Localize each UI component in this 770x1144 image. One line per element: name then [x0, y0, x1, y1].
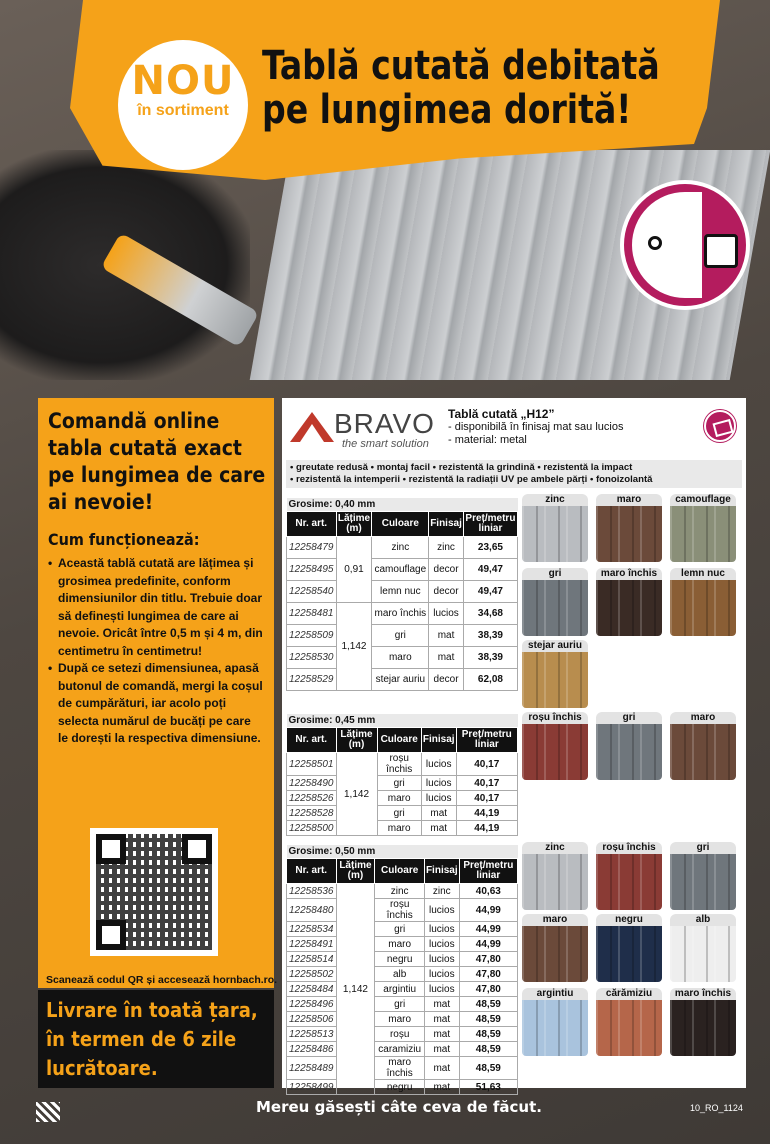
swatch-tile	[522, 854, 588, 910]
article-number-cell: 12258526	[287, 791, 337, 806]
price-cell: 34,68	[463, 603, 517, 625]
column-header: Nr. art.	[287, 728, 337, 753]
finish-cell: mat	[421, 806, 456, 821]
swatch-label: maro închis	[670, 988, 736, 1000]
swatch-label: maro închis	[596, 568, 662, 580]
table-row	[287, 647, 518, 669]
color-cell: caramiziu	[375, 1042, 425, 1057]
color-swatch	[522, 640, 588, 708]
color-swatch	[522, 914, 588, 982]
table-row	[287, 899, 518, 922]
color-cell: lemn nuc	[372, 581, 429, 603]
color-cell: gri	[375, 997, 425, 1012]
table-row	[287, 537, 518, 559]
table-row	[287, 997, 518, 1012]
logo-tag: the smart solution	[342, 438, 429, 450]
finish-cell: lucios	[421, 753, 456, 776]
new-badge-small: în sortiment	[137, 102, 229, 119]
cut-to-length-icon	[620, 180, 750, 310]
price-cell: 49,47	[463, 559, 517, 581]
price-cell: 40,63	[459, 884, 517, 899]
finish-cell: lucios	[424, 899, 459, 922]
product-info	[448, 408, 623, 447]
swatch-label: negru	[596, 914, 662, 926]
color-cell: maro	[372, 647, 429, 669]
color-swatch	[670, 568, 736, 636]
footer	[0, 1090, 770, 1144]
delivery-line: în termen de 6 zile	[46, 1027, 237, 1051]
finish-cell: mat	[424, 1012, 459, 1027]
swatch-tile	[670, 580, 736, 636]
finish-cell: lucios	[429, 603, 464, 625]
table-row	[287, 806, 518, 821]
swatch-label: gri	[522, 568, 588, 580]
article-number-cell: 12258499	[287, 1080, 337, 1095]
column-header: Lățime (m)	[336, 728, 377, 753]
product-line: - disponibilă în finisaj mat sau lucios	[448, 421, 624, 433]
swatch-tile	[670, 506, 736, 562]
color-cell: stejar auriu	[372, 669, 429, 691]
color-swatch	[522, 494, 588, 562]
table-row	[287, 776, 518, 791]
color-swatch	[596, 842, 662, 910]
headline-line-2: pe lungimea dorită!	[262, 87, 632, 133]
finish-cell: mat	[424, 1042, 459, 1057]
table-row	[287, 982, 518, 997]
swatch-tile	[596, 926, 662, 982]
swatch-label: roșu închis	[522, 712, 588, 724]
product-line: - material: metal	[448, 434, 527, 446]
steps-list	[48, 555, 264, 748]
swatch-label: cărămiziu	[596, 988, 662, 1000]
product-panel	[282, 398, 746, 1093]
swatch-tile	[596, 1000, 662, 1056]
finish-cell: lucios	[421, 791, 456, 806]
color-cell: alb	[375, 967, 425, 982]
finish-cell: mat	[421, 821, 456, 836]
color-swatch	[596, 568, 662, 636]
color-swatch	[670, 988, 736, 1056]
color-swatch	[522, 568, 588, 636]
finish-cell: mat	[424, 1027, 459, 1042]
swatch-tile	[596, 854, 662, 910]
step-item: • După ce setezi dimensiunea, apasă butonul de comandă, mergi la coșul de cumpărături, iar acolo poți selecta numărul de bucăți pe care le dorești la respectiva dimensiune.	[48, 660, 264, 748]
price-cell: 23,65	[463, 537, 517, 559]
swatch-tile	[596, 506, 662, 562]
price-cell: 44,19	[456, 806, 517, 821]
table-row	[287, 625, 518, 647]
column-header: Lățime (m)	[336, 859, 375, 884]
table-row	[287, 967, 518, 982]
swatch-label: gri	[670, 842, 736, 854]
swatch-label: stejar auriu	[522, 640, 588, 652]
headline-line-1: Tablă cutată debitată	[262, 43, 660, 89]
table-row	[287, 559, 518, 581]
swatch-label: camouflage	[670, 494, 736, 506]
article-number-cell: 12258490	[287, 776, 337, 791]
price-cell: 47,80	[459, 967, 517, 982]
color-swatch	[670, 914, 736, 982]
article-number-cell: 12258491	[287, 937, 337, 952]
article-number-cell: 12258528	[287, 806, 337, 821]
swatch-label: gri	[596, 712, 662, 724]
price-table-045	[286, 714, 518, 836]
swatch-tile	[670, 854, 736, 910]
page-code: 10_RO_1124	[690, 1103, 743, 1113]
article-number-cell: 12258540	[287, 581, 337, 603]
color-cell: zinc	[375, 884, 425, 899]
article-number-cell: 12258502	[287, 967, 337, 982]
product-title: Tablă cutată „H12”	[448, 407, 555, 421]
color-swatch	[596, 988, 662, 1056]
table-row	[287, 922, 518, 937]
article-number-cell: 12258484	[287, 982, 337, 997]
finish-cell: zinc	[424, 884, 459, 899]
finish-cell: lucios	[424, 967, 459, 982]
article-number-cell: 12258479	[287, 537, 337, 559]
logo-name: BRAVO	[334, 408, 435, 439]
price-cell: 38,39	[463, 647, 517, 669]
color-cell: maro	[377, 791, 421, 806]
new-badge-big: NOU	[131, 58, 235, 104]
table-row	[287, 791, 518, 806]
column-header: Culoare	[377, 728, 421, 753]
price-cell: 48,59	[459, 1057, 517, 1080]
price-cell: 40,17	[456, 791, 517, 806]
table-row	[287, 581, 518, 603]
finish-cell: decor	[429, 669, 464, 691]
delivery-line: lucrătoare.	[46, 1056, 158, 1080]
finish-cell: mat	[429, 625, 464, 647]
color-swatch	[596, 712, 662, 780]
column-header: Preț/metru liniar	[463, 512, 517, 537]
price-cell: 48,59	[459, 1012, 517, 1027]
table-row	[287, 884, 518, 899]
table-row	[287, 603, 518, 625]
price-cell: 44,99	[459, 922, 517, 937]
step-item: • Această tablă cutată are lățimea și grosimea predefinite, conform dimensiunilor din titlu. Trebuie doar să definești lungimea de care ai nevoie. Oricât între 0,5 m și 4 m, din centimetru în centimetru!	[48, 555, 264, 660]
table-row	[287, 1027, 518, 1042]
article-number-cell: 12258506	[287, 1012, 337, 1027]
column-header: Nr. art.	[287, 512, 337, 537]
color-cell: zinc	[372, 537, 429, 559]
column-header: Culoare	[372, 512, 429, 537]
swatch-tile	[522, 506, 588, 562]
finish-cell: zinc	[429, 537, 464, 559]
finish-cell: mat	[424, 1080, 459, 1095]
swatch-label: maro	[596, 494, 662, 506]
price-cell: 47,80	[459, 982, 517, 997]
finish-cell: mat	[424, 1057, 459, 1080]
new-badge	[118, 40, 248, 170]
delivery-box	[38, 990, 274, 1088]
column-header: Preț/metru liniar	[459, 859, 517, 884]
color-cell: maro	[375, 1012, 425, 1027]
table-row	[287, 937, 518, 952]
price-cell: 44,99	[459, 899, 517, 922]
price-cell: 48,59	[459, 1027, 517, 1042]
color-cell: camouflage	[372, 559, 429, 581]
article-number-cell: 12258500	[287, 821, 337, 836]
table-row	[287, 1057, 518, 1080]
color-cell: argintiu	[375, 982, 425, 997]
color-swatch	[596, 914, 662, 982]
tool-icon	[704, 410, 736, 442]
column-header: Preț/metru liniar	[456, 728, 517, 753]
color-cell: maro închis	[375, 1057, 425, 1080]
column-header: Lățime (m)	[336, 512, 372, 537]
article-number-cell: 12258501	[287, 753, 337, 776]
color-cell: negru	[375, 952, 425, 967]
color-cell: maro închis	[372, 603, 429, 625]
article-number-cell: 12258496	[287, 997, 337, 1012]
table-caption: Grosime: 0,50 mm	[287, 845, 518, 859]
swatch-tile	[670, 926, 736, 982]
finish-cell: decor	[429, 581, 464, 603]
slogan: Mereu găsești câte ceva de făcut.	[256, 1098, 542, 1116]
color-swatch	[670, 712, 736, 780]
hornbach-logo-icon	[36, 1102, 60, 1122]
swatch-label: zinc	[522, 494, 588, 506]
bravo-logo	[290, 408, 438, 452]
swatch-label: maro	[522, 914, 588, 926]
color-cell: roșu închis	[377, 753, 421, 776]
swatch-label: argintiu	[522, 988, 588, 1000]
swatch-tile	[522, 926, 588, 982]
article-number-cell: 12258513	[287, 1027, 337, 1042]
swatch-tile	[522, 580, 588, 636]
article-number-cell: 12258536	[287, 884, 337, 899]
price-cell: 40,17	[456, 776, 517, 791]
finish-cell: lucios	[421, 776, 456, 791]
price-cell: 48,59	[459, 1042, 517, 1057]
features-line: • greutate redusă • montaj facil • rezistentă la grindină • rezistentă la impact	[290, 462, 633, 473]
swatch-tile	[670, 724, 736, 780]
swatch-label: alb	[670, 914, 736, 926]
swatch-tile	[596, 580, 662, 636]
price-cell: 40,17	[456, 753, 517, 776]
column-header: Finisaj	[424, 859, 459, 884]
color-swatch	[670, 842, 736, 910]
price-cell: 51,63	[459, 1080, 517, 1095]
article-number-cell: 12258514	[287, 952, 337, 967]
column-header: Finisaj	[429, 512, 464, 537]
table-row	[287, 1042, 518, 1057]
swatch-tile	[670, 1000, 736, 1056]
color-cell: negru	[375, 1080, 425, 1095]
price-cell: 44,99	[459, 937, 517, 952]
article-number-cell: 12258481	[287, 603, 337, 625]
article-number-cell: 12258530	[287, 647, 337, 669]
finish-cell: mat	[424, 997, 459, 1012]
color-swatch	[596, 494, 662, 562]
price-cell: 38,39	[463, 625, 517, 647]
column-header: Nr. art.	[287, 859, 337, 884]
color-cell: maro	[377, 821, 421, 836]
price-cell: 44,19	[456, 821, 517, 836]
table-row	[287, 669, 518, 691]
color-swatch	[522, 712, 588, 780]
finish-cell: decor	[429, 559, 464, 581]
finish-cell: lucios	[424, 937, 459, 952]
delivery-line: Livrare în toată țara,	[46, 998, 258, 1022]
table-row	[287, 753, 518, 776]
table-caption: Grosime: 0,40 mm	[287, 498, 518, 512]
color-cell: maro	[375, 937, 425, 952]
width-cell: 1,142	[336, 884, 375, 1095]
table-row	[287, 1012, 518, 1027]
article-number-cell: 12258529	[287, 669, 337, 691]
swatch-tile	[522, 724, 588, 780]
table-caption: Grosime: 0,45 mm	[287, 714, 518, 728]
swatch-tile	[522, 1000, 588, 1056]
qr-code[interactable]	[90, 828, 218, 956]
price-table-050	[286, 845, 518, 1095]
swatch-tile	[596, 724, 662, 780]
finish-cell: mat	[429, 647, 464, 669]
swatch-label: lemn nuc	[670, 568, 736, 580]
swatch-label: maro	[670, 712, 736, 724]
article-number-cell: 12258495	[287, 559, 337, 581]
color-swatch	[522, 988, 588, 1056]
promo-box	[38, 398, 278, 988]
width-cell: 1,142	[336, 753, 377, 836]
price-cell: 47,80	[459, 952, 517, 967]
how-title: Cum funcționează:	[48, 530, 200, 549]
finish-cell: lucios	[424, 922, 459, 937]
features-line: • rezistentă la intemperii • rezistentă la radiații UV pe ambele părți • fonoizolantă	[290, 474, 653, 485]
article-number-cell: 12258534	[287, 922, 337, 937]
table-row	[287, 821, 518, 836]
swatch-tile	[522, 652, 588, 708]
scan-text: Scanează codul QR și accesează hornbach.ro.	[46, 974, 278, 986]
features-bar	[286, 460, 742, 488]
color-swatch	[670, 494, 736, 562]
promo-title: Comandă online tabla cutată exact pe lungimea de care ai nevoie!	[48, 409, 266, 514]
color-cell: roșu închis	[375, 899, 425, 922]
finish-cell: lucios	[424, 982, 459, 997]
price-cell: 62,08	[463, 669, 517, 691]
table-row	[287, 952, 518, 967]
color-cell: gri	[372, 625, 429, 647]
color-cell: roșu	[375, 1027, 425, 1042]
article-number-cell: 12258480	[287, 899, 337, 922]
color-cell: gri	[375, 922, 425, 937]
width-cell: 1,142	[336, 603, 372, 691]
width-cell: 0,91	[336, 537, 372, 603]
price-cell: 49,47	[463, 581, 517, 603]
color-cell: gri	[377, 776, 421, 791]
article-number-cell: 12258486	[287, 1042, 337, 1057]
price-cell: 48,59	[459, 997, 517, 1012]
color-cell: gri	[377, 806, 421, 821]
article-number-cell: 12258509	[287, 625, 337, 647]
column-header: Finisaj	[421, 728, 456, 753]
price-table-040	[286, 498, 518, 691]
swatch-label: roșu închis	[596, 842, 662, 854]
article-number-cell: 12258489	[287, 1057, 337, 1080]
color-swatch	[522, 842, 588, 910]
headline	[262, 44, 676, 132]
finish-cell: lucios	[424, 952, 459, 967]
column-header: Culoare	[375, 859, 425, 884]
swatch-label: zinc	[522, 842, 588, 854]
